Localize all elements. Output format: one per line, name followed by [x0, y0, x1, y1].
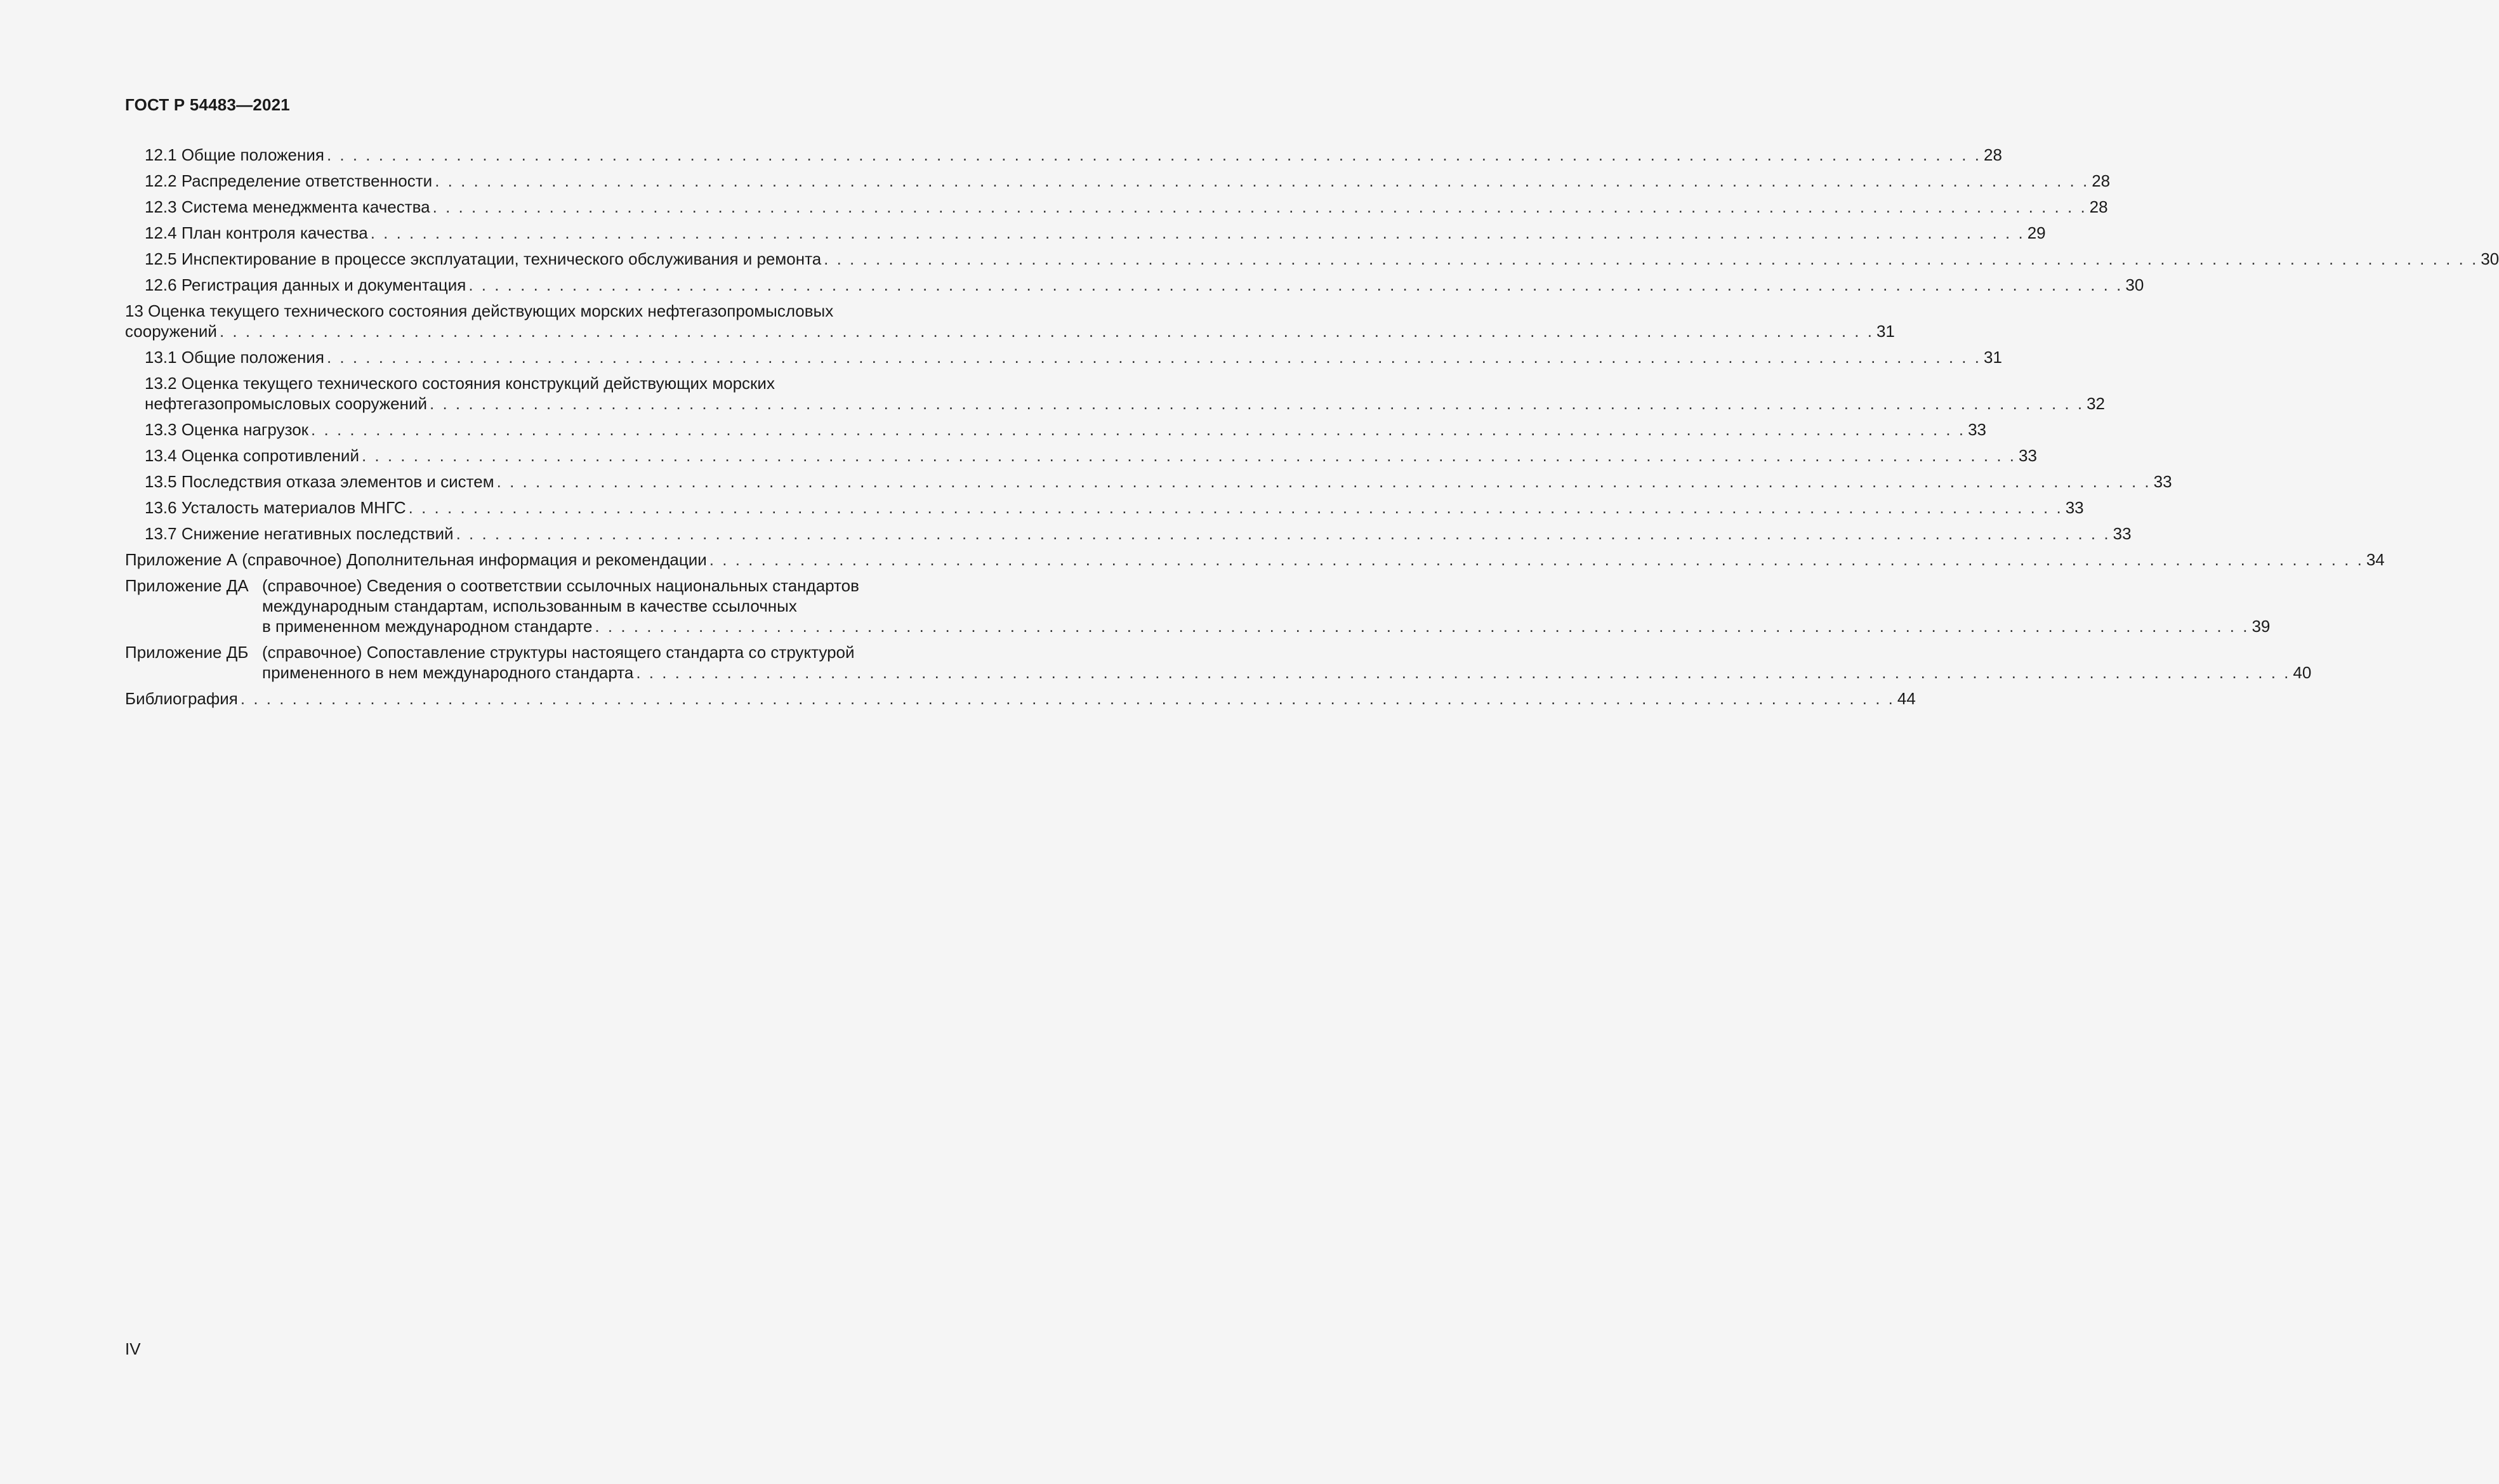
- toc-label-line1: (справочное) Сведения о соответствии ссылочных национальных стандартов: [262, 576, 859, 595]
- toc-page: 32: [2087, 394, 2105, 413]
- toc-page: 33: [1968, 420, 1986, 439]
- toc-label-line2: примененного в нем международного стандарта: [262, 663, 634, 682]
- toc-page: 29: [2027, 223, 2046, 242]
- dot-leader: [327, 145, 1981, 165]
- dot-leader: [497, 471, 2151, 492]
- toc-page: 30: [2481, 249, 2499, 268]
- toc-page: 28: [2089, 197, 2108, 216]
- toc-entry-12-2[interactable]: [125, 171, 2111, 191]
- toc-entry-12-4[interactable]: [125, 223, 2046, 243]
- dot-leader: [430, 393, 2084, 414]
- toc-entry-12-1[interactable]: [125, 145, 2002, 165]
- dot-leader: [220, 321, 1874, 341]
- toc-entry-bibliography[interactable]: [125, 688, 1916, 709]
- toc-entry-13-5[interactable]: [125, 471, 2172, 492]
- dot-leader: [824, 249, 2478, 269]
- toc-label: 13.1 Общие положения: [145, 348, 324, 367]
- dot-leader: [435, 171, 2089, 191]
- toc-label: 12.5 Инспектирование в процессе эксплуатации, технического обслуживания и ремонта: [145, 249, 822, 268]
- appendix-prefix: Приложение ДА: [125, 576, 249, 595]
- toc-label-line1: (справочное) Сопоставление структуры настоящего стандарта со структурой: [262, 643, 855, 662]
- toc-entry-12-5[interactable]: [125, 249, 2499, 269]
- toc-label-line2: сооружений: [125, 322, 217, 341]
- toc-page: 39: [2252, 617, 2271, 636]
- toc-entry-12-3[interactable]: [125, 197, 2108, 217]
- toc-page: 34: [2366, 550, 2385, 569]
- dot-leader: [371, 223, 2025, 243]
- toc-page: 33: [2113, 524, 2132, 543]
- dot-leader: [327, 347, 1981, 367]
- toc-label-line2: нефтегазопромысловых сооружений: [145, 394, 428, 413]
- dot-leader: [362, 445, 2016, 466]
- toc-entry-appendix-a[interactable]: [125, 549, 2385, 570]
- dot-leader: [433, 197, 2087, 217]
- toc-label: 12.1 Общие положения: [145, 145, 324, 164]
- toc-label-line1: 13.2 Оценка текущего технического состояния конструкций действующих морских: [145, 374, 775, 393]
- toc-entry-13-1[interactable]: [125, 347, 2002, 367]
- toc-label-line1: 13 Оценка текущего технического состояния действующих морских нефтегазопромысловых: [125, 301, 834, 320]
- toc-label: 12.6 Регистрация данных и документация: [145, 275, 466, 294]
- toc-label: 13.7 Снижение негативных последствий: [145, 524, 454, 543]
- toc-entry-13-6[interactable]: [125, 497, 2084, 518]
- appendix-prefix: Приложение ДБ: [125, 643, 249, 662]
- toc-entry-appendix-da[interactable]: [125, 575, 2271, 636]
- toc-entry-13[interactable]: [125, 301, 1895, 341]
- dot-leader: [709, 549, 2364, 570]
- dot-leader: [241, 688, 1895, 709]
- toc-label: 13.4 Оценка сопротивлений: [145, 446, 359, 465]
- toc-label: 13.6 Усталость материалов МНГС: [145, 498, 406, 517]
- dot-leader: [595, 616, 2249, 636]
- toc-page: 31: [1876, 322, 1895, 341]
- dot-leader: [311, 419, 1965, 440]
- toc-label: 13.5 Последствия отказа элементов и систем: [145, 472, 494, 491]
- toc-label: Приложение А (справочное) Дополнительная информация и рекомендации: [125, 550, 707, 569]
- toc-label-line3: в примененном международном стандарте: [262, 617, 593, 636]
- toc-page: 33: [2153, 472, 2172, 491]
- toc-page: 40: [2293, 663, 2312, 682]
- toc-page: 30: [2125, 275, 2144, 294]
- dot-leader: [636, 662, 2290, 683]
- toc-page: 33: [2019, 446, 2037, 465]
- document-header: ГОСТ Р 54483—2021: [125, 95, 290, 114]
- toc-page: 44: [1897, 689, 1916, 708]
- toc-entry-12-6[interactable]: [125, 275, 2144, 295]
- toc-label: 12.3 Система менеджмента качества: [145, 197, 430, 216]
- toc-entry-13-4[interactable]: [125, 445, 2037, 466]
- toc-entry-13-3[interactable]: [125, 419, 1986, 440]
- toc-entry-appendix-db[interactable]: [125, 642, 2312, 683]
- toc-page: 31: [1983, 348, 2002, 367]
- toc-label: 12.2 Распределение ответственности: [145, 171, 433, 190]
- toc-entry-13-7[interactable]: [125, 523, 2132, 544]
- dot-leader: [456, 523, 2111, 544]
- page-number: IV: [125, 1339, 141, 1358]
- toc-label-line2: международным стандартам, использованным в качестве ссылочных: [262, 596, 797, 615]
- table-of-contents: [125, 145, 2499, 714]
- toc-page: 28: [2092, 171, 2111, 190]
- toc-page: 33: [2065, 498, 2084, 517]
- toc-label: 12.4 План контроля качества: [145, 223, 368, 242]
- toc-label: Библиография: [125, 689, 238, 708]
- toc-label: 13.3 Оценка нагрузок: [145, 420, 309, 439]
- dot-leader: [468, 275, 2123, 295]
- toc-entry-13-2[interactable]: [125, 373, 2105, 414]
- dot-leader: [409, 497, 2063, 518]
- toc-page: 28: [1983, 145, 2002, 164]
